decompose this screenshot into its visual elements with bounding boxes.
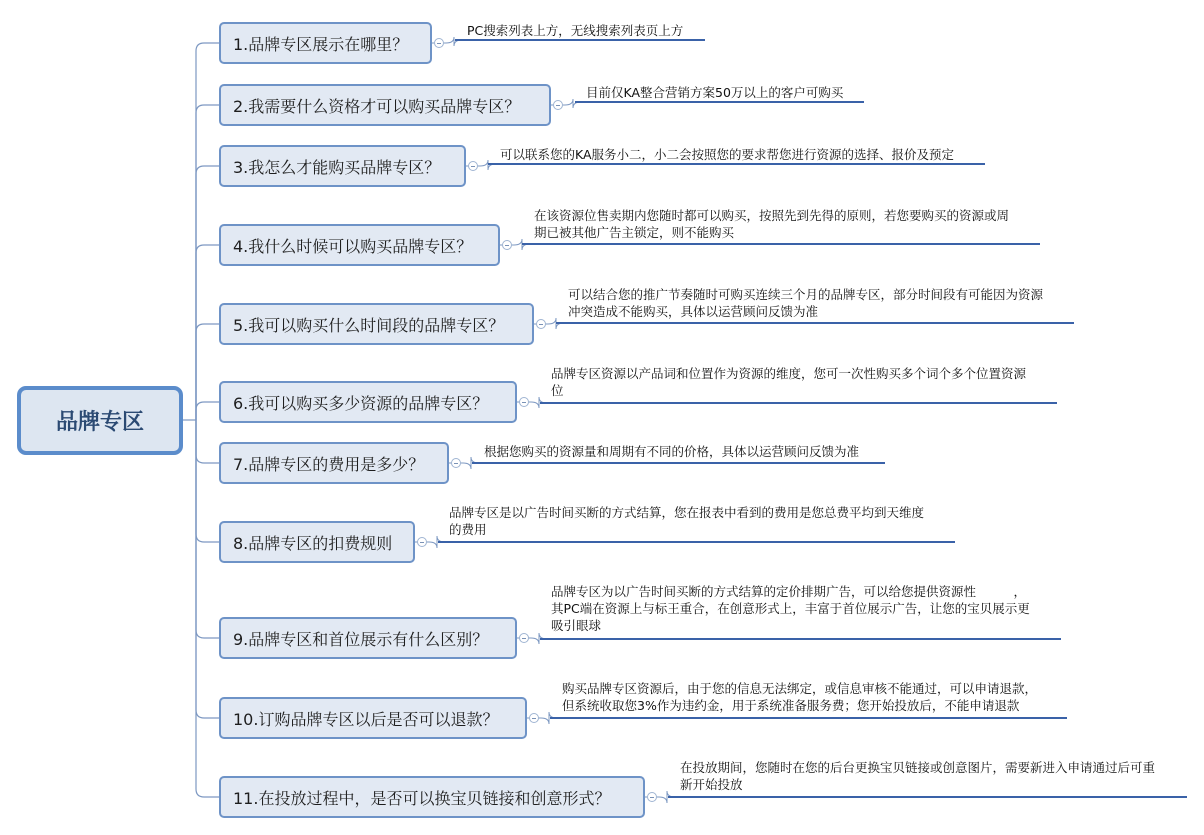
- answer-line: 根据您购买的资源量和周期有不同的价格，具体以运营顾问反馈为准: [484, 444, 860, 459]
- answer-line: 但系统收取您3%作为违约金，用于系统准备服务费；您开始投放后，不能申请退款: [562, 698, 1020, 713]
- answer-text: [551, 583, 1030, 634]
- branch-line: [196, 402, 219, 420]
- question-node[interactable]: 1.品牌专区展示在哪里？: [219, 22, 432, 64]
- answer-line: 目前仅KA整合营销方案50万以上的客户可购买: [586, 85, 844, 100]
- answer-line: 在投放期间，您随时在您的后台更换宝贝链接或创意图片，需要新进入申请通过后可重: [680, 760, 1156, 775]
- collapse-toggle-icon[interactable]: [519, 633, 529, 643]
- answer-line: 在该资源位售卖期内您随时都可以购买，按照先到先得的原则，若您要购买的资源或周: [534, 208, 1010, 223]
- answer-text: [534, 207, 1009, 241]
- answer-text: [586, 84, 843, 101]
- question-node[interactable]: 7.品牌专区的费用是多少？: [219, 442, 449, 484]
- question-node[interactable]: 2.我需要什么资格才可以购买品牌专区？: [219, 84, 551, 126]
- collapse-toggle-icon[interactable]: [502, 240, 512, 250]
- root-topic[interactable]: 品牌专区: [17, 386, 183, 455]
- answer-line: 位: [551, 383, 564, 398]
- branch-line: [196, 420, 219, 542]
- question-node[interactable]: 9.品牌专区和首位展示有什么区别？: [219, 617, 517, 659]
- question-node[interactable]: 6.我可以购买多少资源的品牌专区？: [219, 381, 517, 423]
- collapse-toggle-icon[interactable]: [553, 100, 563, 110]
- answer-line: 其PC端在资源上与标王重合，在创意形式上，丰富于首位展示广告，让您的宝贝展示更: [551, 601, 1030, 616]
- branch-line: [196, 324, 219, 420]
- collapse-toggle-icon[interactable]: [417, 537, 427, 547]
- answer-line: 品牌专区为以广告时间买断的方式结算的定价排期广告，可以给您提供资源性 ，: [551, 584, 1027, 599]
- collapse-toggle-icon[interactable]: [468, 161, 478, 171]
- answer-line: 可以结合您的推广节奏随时可购买连续三个月的品牌专区，部分时间段有可能因为资源: [568, 287, 1044, 302]
- collapse-toggle-icon[interactable]: [434, 38, 444, 48]
- collapse-toggle-icon[interactable]: [647, 792, 657, 802]
- answer-line: 的费用: [449, 522, 487, 537]
- answer-line: 冲突造成不能购买，具体以运营顾问反馈为准: [568, 304, 819, 319]
- question-node[interactable]: 3.我怎么才能购买品牌专区？: [219, 145, 466, 187]
- branch-line: [196, 105, 219, 420]
- answer-text: [500, 146, 954, 163]
- answer-line: 吸引眼球: [551, 618, 602, 633]
- collapse-toggle-icon[interactable]: [451, 458, 461, 468]
- answer-line: 品牌专区资源以产品词和位置作为资源的维度，您可一次性购买多个词个多个位置资源: [551, 366, 1027, 381]
- branch-line: [196, 420, 219, 638]
- answer-line: 期已被其他广告主锁定，则不能购买: [534, 225, 735, 240]
- answer-line: 购买品牌专区资源后，由于您的信息无法绑定，或信息审核不能通过，可以申请退款，: [562, 681, 1038, 696]
- collapse-toggle-icon[interactable]: [519, 397, 529, 407]
- branch-line: [196, 420, 219, 463]
- collapse-toggle-icon[interactable]: [529, 713, 539, 723]
- answer-line: PC搜索列表上方，无线搜索列表页上方: [467, 23, 684, 38]
- question-node[interactable]: 5.我可以购买什么时间段的品牌专区？: [219, 303, 534, 345]
- branch-line: [196, 420, 219, 797]
- answer-line: 新开始投放: [680, 777, 743, 792]
- answer-text: [484, 443, 859, 460]
- question-node[interactable]: 8.品牌专区的扣费规则: [219, 521, 415, 563]
- branch-line: [196, 245, 219, 420]
- question-node[interactable]: 11.在投放过程中，是否可以换宝贝链接和创意形式？: [219, 776, 645, 818]
- branch-line: [196, 166, 219, 420]
- answer-text: [680, 759, 1155, 793]
- answer-text: [449, 504, 924, 538]
- answer-text: [568, 286, 1043, 320]
- collapse-toggle-icon[interactable]: [536, 319, 546, 329]
- answer-line: 可以联系您的KA服务小二，小二会按照您的要求帮您进行资源的选择、报价及预定: [500, 147, 955, 162]
- branch-line: [196, 420, 219, 718]
- question-node[interactable]: 10.订购品牌专区以后是否可以退款？: [219, 697, 527, 739]
- answer-line: 品牌专区是以广告时间买断的方式结算，您在报表中看到的费用是您总费平均到天维度: [449, 505, 925, 520]
- answer-text: [467, 22, 683, 39]
- answer-text: [562, 680, 1037, 714]
- answer-text: [551, 365, 1026, 399]
- branch-line: [196, 43, 219, 420]
- question-node[interactable]: 4.我什么时候可以购买品牌专区？: [219, 224, 500, 266]
